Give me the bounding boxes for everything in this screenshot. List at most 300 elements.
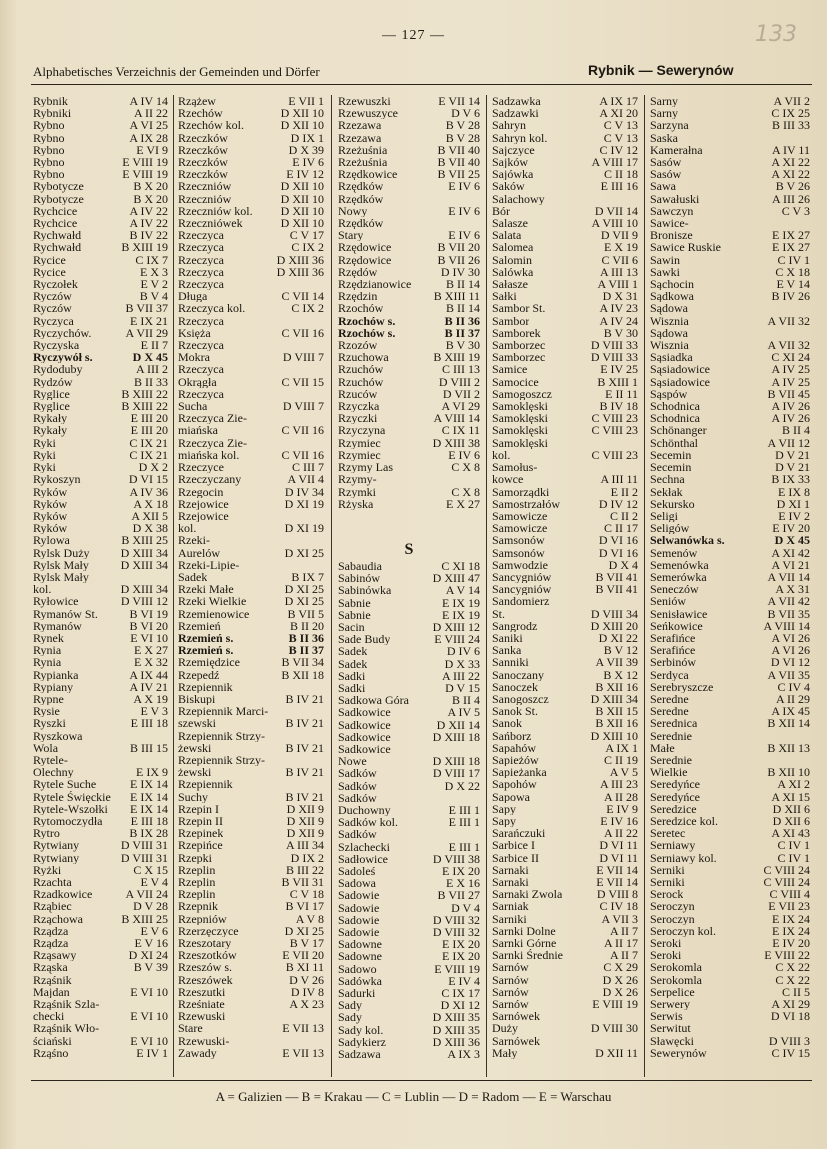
place-code: C VII 16 xyxy=(281,448,324,462)
place-code: E IX 20 xyxy=(442,950,480,963)
place-code: E VII 13 xyxy=(282,1046,324,1060)
place-code: E VII 23 xyxy=(768,900,810,913)
place-code: A VI 21 xyxy=(771,558,810,571)
place-code: E III 1 xyxy=(448,840,480,853)
place-code xyxy=(322,778,324,790)
place-entry xyxy=(33,168,168,180)
place-code: B XII 16 xyxy=(595,717,638,730)
place-name: Zawady xyxy=(178,1046,217,1060)
place-entry xyxy=(338,670,480,682)
place-name: Salasze xyxy=(492,217,528,230)
place-code: E IX 27 xyxy=(772,229,810,242)
spacer xyxy=(338,522,480,534)
place-name: Ryglice xyxy=(33,387,70,401)
place-name: Rzeki- xyxy=(178,534,210,547)
place-code: D XIII 34 xyxy=(120,558,168,571)
place-code: E VII 1 xyxy=(288,95,324,108)
place-name: Salówka xyxy=(492,265,534,279)
place-name: Nowy xyxy=(338,204,368,218)
place-name: Rzeczków xyxy=(178,156,228,169)
place-code xyxy=(808,302,810,314)
place-entry xyxy=(33,937,168,949)
place-entry xyxy=(33,278,168,290)
place-entry xyxy=(650,461,810,473)
place-entry xyxy=(492,412,638,424)
place-name: Sarniki xyxy=(492,912,527,925)
place-code xyxy=(166,1022,168,1034)
place-name: kol. xyxy=(492,448,511,462)
place-name: Sapohów xyxy=(492,778,537,791)
place-code: C XI 24 xyxy=(771,351,810,364)
place-entry xyxy=(33,778,168,790)
place-entry xyxy=(178,132,324,144)
place-entry xyxy=(33,644,168,656)
place-name: Sanok xyxy=(492,717,522,730)
place-entry xyxy=(338,597,480,609)
place-code: B II 37 xyxy=(444,326,480,340)
place-name: Sarnów xyxy=(492,973,529,986)
place-entry xyxy=(492,961,638,973)
place-code: D XIII 12 xyxy=(432,620,480,634)
place-entry xyxy=(492,119,638,131)
place-entry xyxy=(492,278,638,290)
place-name: Szlachecki xyxy=(338,840,390,853)
place-name: Rynia xyxy=(33,644,62,657)
place-entry xyxy=(33,388,168,400)
place-entry xyxy=(650,217,810,229)
place-entry xyxy=(33,608,168,620)
place-name: Sadowo xyxy=(338,962,377,975)
place-name: Schodnica xyxy=(650,400,700,413)
place-name: Rzewuski- xyxy=(178,1034,230,1047)
place-name: Samoklęski xyxy=(492,412,548,425)
place-name: Rypianka xyxy=(33,668,79,681)
place-entry xyxy=(650,168,810,180)
place-code: A II 28 xyxy=(604,790,638,803)
place-code: C IV 18 xyxy=(599,900,638,913)
place-name: Rylowa xyxy=(33,534,70,547)
place-code: A IV 25 xyxy=(771,363,810,376)
place-entry xyxy=(492,876,638,888)
place-code: D VIII 7 xyxy=(282,351,324,364)
place-name: szewski xyxy=(178,717,216,730)
place-code: A X 18 xyxy=(133,497,168,510)
place-name: Seniów xyxy=(650,595,686,608)
place-code: A VIII 14 xyxy=(433,412,480,425)
place-name: Sade Budy xyxy=(338,633,391,646)
place-code: C V 3 xyxy=(781,204,810,218)
place-entry xyxy=(338,217,480,229)
place-entry xyxy=(650,730,810,742)
place-entry xyxy=(650,815,810,827)
place-entry xyxy=(492,180,638,192)
place-entry xyxy=(178,705,324,717)
place-entry xyxy=(492,595,638,607)
place-name: Sarnki Górne xyxy=(492,937,557,950)
place-name: Seredyńce xyxy=(650,790,700,803)
place-entry xyxy=(178,876,324,888)
place-name: Serednie xyxy=(650,753,692,767)
place-code: A IV 11 xyxy=(771,143,810,157)
place-code: A IV 26 xyxy=(771,400,810,413)
place-code: B X 12 xyxy=(603,668,638,681)
place-entry xyxy=(33,266,168,278)
place-name: Sarnów xyxy=(492,998,529,1011)
place-name: Rylsk Mały xyxy=(33,570,89,584)
place-code: E X 27 xyxy=(446,497,480,510)
place-code: D VII 9 xyxy=(600,229,638,242)
place-name: Samsonów xyxy=(492,546,545,559)
place-code: B XIII 25 xyxy=(121,912,168,925)
place-code: D VIII 33 xyxy=(590,351,638,364)
place-name: Rzeczyca Zie- xyxy=(178,436,247,449)
place-code: A IV 14 xyxy=(129,95,168,108)
place-code: D X 45 xyxy=(132,351,168,364)
place-entry xyxy=(650,449,810,461)
place-code: A VII 3 xyxy=(601,912,638,925)
place-code: C IV 4 xyxy=(777,680,810,693)
place-name: Rządza xyxy=(33,937,69,950)
place-code xyxy=(322,754,324,766)
place-code: B VII 37 xyxy=(125,302,168,315)
place-code: A IV 23 xyxy=(599,302,638,315)
place-name: Ryczyca xyxy=(33,314,74,327)
place-name: Stare xyxy=(178,1022,203,1035)
place-code xyxy=(478,193,480,205)
place-entry xyxy=(178,107,324,119)
place-code xyxy=(808,730,810,742)
place-code: D X 22 xyxy=(444,779,480,792)
place-name: Salomin xyxy=(492,253,533,266)
place-code: A IV 24 xyxy=(599,314,638,327)
place-code xyxy=(636,595,638,607)
place-name: Rzędzin xyxy=(338,290,378,303)
place-name: Ryczów xyxy=(33,290,72,303)
place-entry xyxy=(492,681,638,693)
place-name: Rzeczyca xyxy=(178,253,224,266)
place-name: Sasów xyxy=(650,156,682,169)
place-code: C II 19 xyxy=(604,753,638,767)
place-name: Serokomla xyxy=(650,961,702,974)
place-code: B VII 34 xyxy=(281,656,324,669)
place-name: Rypne xyxy=(33,692,64,706)
place-code xyxy=(322,681,324,693)
place-entry xyxy=(33,888,168,900)
place-entry xyxy=(338,241,480,253)
place-entry xyxy=(33,681,168,693)
place-entry xyxy=(338,572,480,584)
place-name: Rykały xyxy=(33,424,68,437)
page-number: — 127 — xyxy=(382,28,445,43)
place-entry xyxy=(338,1048,480,1060)
place-name: Suchy xyxy=(178,790,208,803)
place-entry xyxy=(33,998,168,1010)
place-name: Ryków xyxy=(33,497,68,510)
place-code: B XIII 22 xyxy=(121,400,168,413)
header-rule xyxy=(31,84,812,85)
place-entry xyxy=(33,400,168,412)
place-code: E IV 6 xyxy=(448,180,480,193)
place-code: B V 26 xyxy=(775,180,810,193)
place-name: Sąsiadowice xyxy=(650,375,710,388)
place-entry xyxy=(178,595,324,607)
place-code: D VIII 3 xyxy=(768,1034,810,1047)
place-name: Wisznia xyxy=(650,314,689,327)
place-entry xyxy=(492,400,638,412)
place-name: Rzeplin xyxy=(178,876,216,889)
place-name: Rzeżuśnia xyxy=(338,143,388,157)
place-code: A XI 15 xyxy=(771,790,810,803)
place-code: C III 7 xyxy=(292,461,324,474)
place-code: E IV 6 xyxy=(448,204,480,218)
place-entry xyxy=(650,1010,810,1022)
place-code: B V 17 xyxy=(289,937,324,950)
place-code: D V 6 xyxy=(451,107,480,120)
place-entry xyxy=(178,315,324,327)
place-name: Rzechów kol. xyxy=(178,119,244,132)
place-name: Ryków xyxy=(33,485,68,498)
place-code: B X 20 xyxy=(133,180,168,193)
place-code: B VII 20 xyxy=(437,241,480,254)
place-name: Samoklęski xyxy=(492,400,548,413)
place-code: B VII 31 xyxy=(281,876,324,889)
place-entry xyxy=(650,852,810,864)
place-entry xyxy=(338,400,480,412)
place-name: Serwis xyxy=(650,1010,683,1023)
place-name: Rzeki-Lipie- xyxy=(178,558,240,571)
place-entry xyxy=(33,339,168,351)
place-code: E IV 6 xyxy=(448,448,480,462)
place-code: C X 8 xyxy=(451,485,480,498)
place-name: Seńkowice xyxy=(650,619,703,632)
place-code: E IV 12 xyxy=(286,168,324,181)
place-entry xyxy=(492,156,638,168)
place-entry xyxy=(338,168,480,180)
place-code: A II 29 xyxy=(776,692,810,706)
place-code: E II 2 xyxy=(610,485,638,498)
place-code: B II 20 xyxy=(290,619,324,632)
place-entry xyxy=(338,424,480,436)
place-entry xyxy=(33,522,168,534)
place-name: Rycice xyxy=(33,253,66,266)
place-name: Sanogoszcz xyxy=(492,692,549,706)
place-name: Rydzów xyxy=(33,375,73,388)
place-entry xyxy=(33,376,168,388)
place-code: D XIII 36 xyxy=(276,253,324,266)
place-name: Księża xyxy=(178,326,211,340)
place-entry xyxy=(178,1010,324,1022)
place-entry xyxy=(33,559,168,571)
place-name: Majdan xyxy=(33,985,70,999)
place-name: Salata xyxy=(492,229,522,242)
place-entry xyxy=(650,791,810,803)
place-name: Sapowa xyxy=(492,790,530,803)
place-name: Rzymki xyxy=(338,485,376,498)
place-code: E V 14 xyxy=(776,278,810,291)
place-code: B V 12 xyxy=(603,644,638,657)
place-entry xyxy=(33,315,168,327)
place-entry xyxy=(178,327,324,339)
place-entry xyxy=(33,254,168,266)
place-name: Rzechów xyxy=(178,107,223,120)
place-code: B XIII 25 xyxy=(121,534,168,547)
place-name: Rzeczyca xyxy=(178,229,224,242)
place-entry xyxy=(33,595,168,607)
place-name: Rzemiędzice xyxy=(178,656,240,669)
place-name: Ryczów xyxy=(33,302,72,315)
spacer xyxy=(338,510,480,522)
place-code: B II 36 xyxy=(444,314,480,327)
place-code: A XI 2 xyxy=(777,778,810,791)
place-entry xyxy=(492,473,638,485)
place-name: Serednie xyxy=(650,729,692,742)
place-name: Sadowie xyxy=(338,901,380,914)
place-name: Rychwałd xyxy=(33,241,82,254)
place-name: Mały xyxy=(492,1046,518,1060)
place-name: Rybotycze xyxy=(33,192,84,205)
place-name: Sacin xyxy=(338,620,365,634)
place-entry xyxy=(338,254,480,266)
place-entry xyxy=(338,278,480,290)
place-name: Rzemień xyxy=(178,619,221,632)
place-code: B IV 21 xyxy=(285,717,324,730)
place-entry xyxy=(338,388,480,400)
place-name: żewski xyxy=(178,766,212,779)
place-name: Ryżki xyxy=(33,863,62,876)
place-entry xyxy=(492,656,638,668)
place-code: E IX 19 xyxy=(442,608,480,621)
place-code xyxy=(322,705,324,717)
place-entry xyxy=(338,877,480,889)
place-entry xyxy=(33,241,168,253)
place-name: Salomea xyxy=(492,241,534,254)
place-code: E III 1 xyxy=(448,803,480,817)
place-entry xyxy=(178,412,324,424)
place-code: B II 14 xyxy=(446,302,480,315)
place-code: D VI 18 xyxy=(770,1010,810,1023)
place-entry xyxy=(33,583,168,595)
place-entry xyxy=(338,315,480,327)
place-code: B III 22 xyxy=(286,863,324,876)
place-code: C II 5 xyxy=(782,985,810,999)
place-name: Rzepniów xyxy=(178,912,227,925)
footer-rule xyxy=(31,1080,812,1081)
place-entry xyxy=(178,547,324,559)
place-name: Rzewuski xyxy=(178,1010,226,1023)
place-entry xyxy=(492,229,638,241)
place-code: D XI 1 xyxy=(776,497,810,510)
place-name: Rzędkowice xyxy=(338,168,398,181)
place-name: Rzochów s. xyxy=(338,326,396,340)
place-name: Semenówka xyxy=(650,558,709,571)
place-code: D IV 8 xyxy=(290,985,324,999)
place-name: Sarniak xyxy=(492,900,529,913)
place-entry xyxy=(492,376,638,388)
place-name: Sadowa xyxy=(338,877,376,890)
place-name: Rylsk Mały xyxy=(33,558,89,571)
place-name: Rzeczków xyxy=(178,143,228,157)
place-code: A VII 2 xyxy=(773,95,810,108)
place-name: Rzeszotków xyxy=(178,949,237,962)
place-name: Rzyczyna xyxy=(338,424,386,437)
place-entry xyxy=(178,217,324,229)
place-name: Rzeki Wielkie xyxy=(178,595,247,608)
place-code: E IX 27 xyxy=(772,241,810,254)
place-code: D XIII 18 xyxy=(432,730,480,743)
place-entry xyxy=(492,864,638,876)
place-entry xyxy=(338,682,480,694)
place-name: Sawałuski xyxy=(650,192,700,205)
place-name: Bronisze xyxy=(650,229,693,242)
place-entry xyxy=(178,534,324,546)
place-code: D X 26 xyxy=(602,985,638,999)
place-name: Rybno xyxy=(33,156,65,169)
place-entry xyxy=(33,424,168,436)
place-code: B VII 45 xyxy=(767,387,810,401)
place-entry xyxy=(650,827,810,839)
place-entry xyxy=(650,315,810,327)
place-code: D VI 11 xyxy=(599,839,638,852)
place-name: Rzepinek xyxy=(178,827,224,840)
place-code: D X 31 xyxy=(602,290,638,303)
place-code: C IX 21 xyxy=(129,436,168,449)
place-code: B VII 5 xyxy=(287,607,324,620)
place-code: A XI 22 xyxy=(771,168,810,181)
place-name: Sałasze xyxy=(492,278,528,291)
place-entry xyxy=(650,1022,810,1034)
place-code: D VIII 34 xyxy=(590,607,638,620)
place-entry xyxy=(178,888,324,900)
place-name: Sanniki xyxy=(492,656,529,669)
place-entry xyxy=(492,437,638,449)
place-name: Schönanger xyxy=(650,424,707,437)
place-entry xyxy=(33,949,168,961)
place-name: Kamerałna xyxy=(650,143,703,157)
place-code: C VII 16 xyxy=(281,424,324,437)
place-entry xyxy=(492,705,638,717)
place-name: Rzeszów s. xyxy=(178,961,232,974)
place-code: B II 4 xyxy=(452,694,480,707)
place-code xyxy=(322,437,324,449)
place-name: Rzejowice xyxy=(178,497,229,510)
place-entry xyxy=(33,363,168,375)
place-name: żewski xyxy=(178,741,212,754)
place-entry xyxy=(33,632,168,644)
place-entry xyxy=(178,803,324,815)
place-entry xyxy=(650,144,810,156)
place-name: Sancygniów xyxy=(492,570,552,584)
place-name: Rzepińce xyxy=(178,839,223,852)
place-code: C VII 14 xyxy=(281,290,324,303)
place-code xyxy=(478,473,480,485)
place-name: Duchowny xyxy=(338,803,391,817)
place-name: Małe xyxy=(650,741,675,754)
place-code: E II 7 xyxy=(140,339,168,352)
place-name: Rzędowice xyxy=(338,253,392,266)
place-entry xyxy=(33,742,168,754)
place-name: Rzeplin xyxy=(178,888,216,901)
place-code xyxy=(478,217,480,229)
place-name: Rzepin II xyxy=(178,814,223,828)
place-entry xyxy=(650,656,810,668)
place-entry xyxy=(492,1022,638,1034)
place-entry xyxy=(650,388,810,400)
place-entry xyxy=(33,791,168,803)
place-entry xyxy=(178,266,324,278)
place-name: Seroczyn xyxy=(650,912,695,925)
place-entry xyxy=(492,205,638,217)
place-code: E VI 10 xyxy=(130,631,168,645)
